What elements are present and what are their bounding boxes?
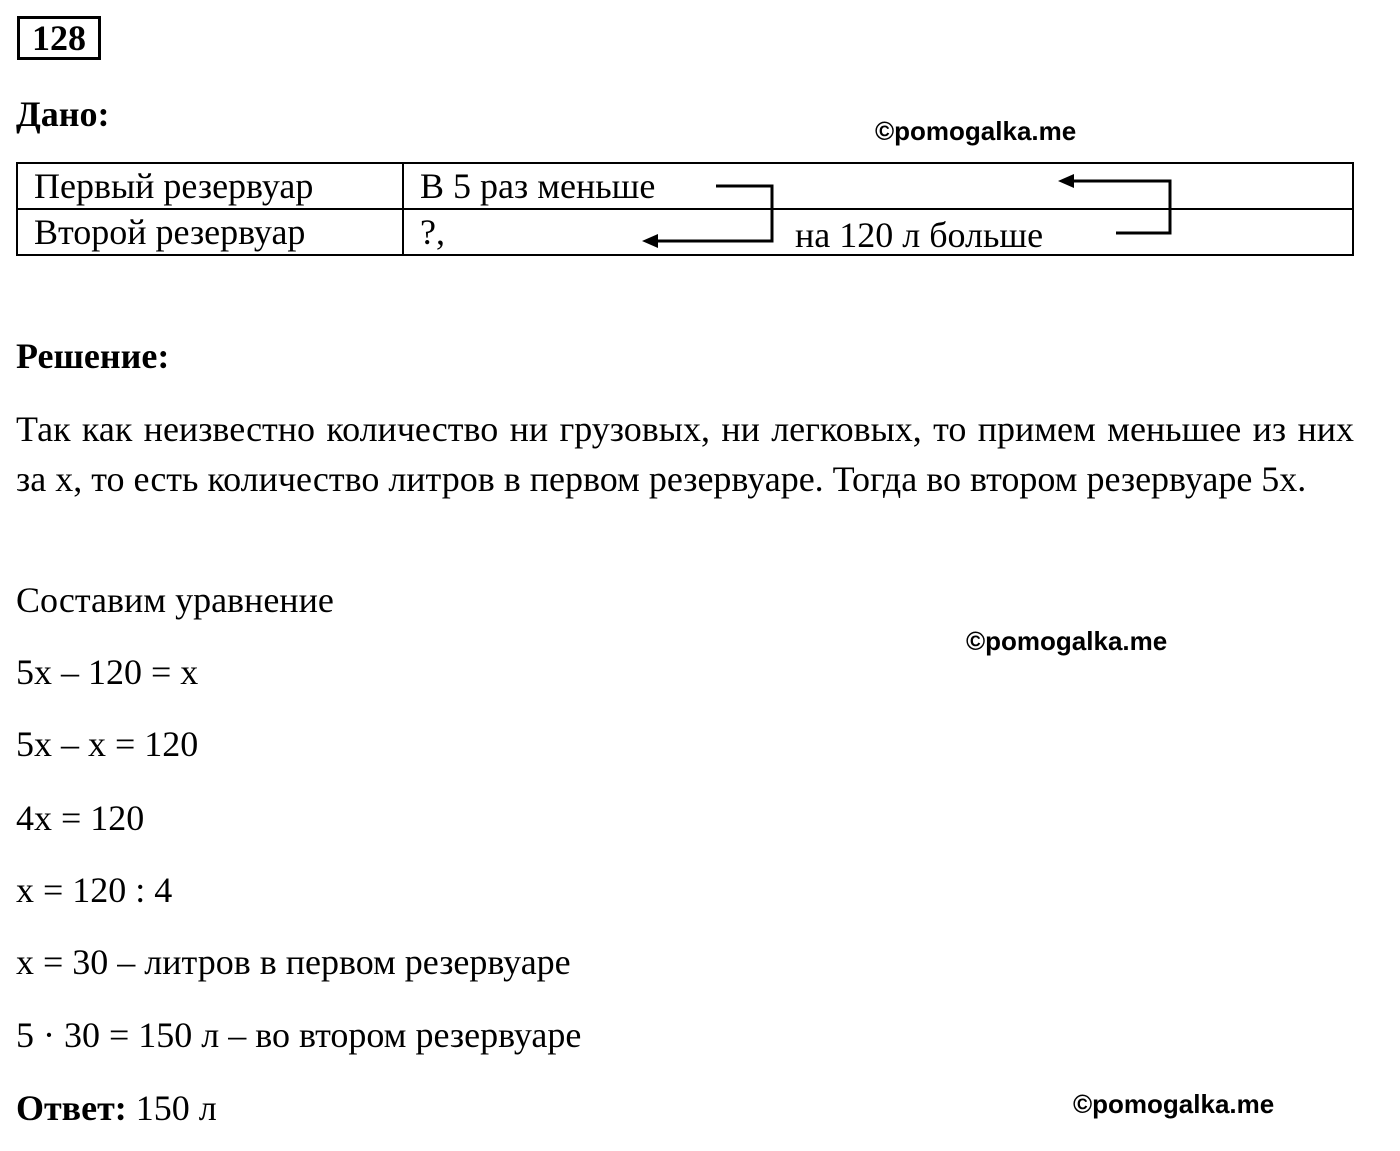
solution-paragraph: Так как неизвестно количество ни грузовых, ни легковых, то примем меньшее из них за х, то есть количество литров в первом резервуаре. Тогда во втором резервуаре 5х. — [16, 409, 1354, 499]
difference-note: на 120 л больше — [795, 215, 1044, 255]
equation-step-2: 5х – х = 120 — [16, 724, 199, 764]
row-label-second-tank: Второй резервуар — [17, 209, 403, 255]
answer-label: Ответ: — [16, 1088, 127, 1128]
row-value-first-tank: В 5 раз меньше — [403, 163, 1353, 209]
solution-heading: Решение: — [16, 336, 170, 376]
equation-step-6: 5 · 30 = 150 л – во втором резервуаре — [16, 1015, 582, 1055]
equation-step-4: х = 120 : 4 — [16, 870, 173, 910]
watermark-bottom: ©pomogalka.me — [1073, 1089, 1275, 1119]
equation-intro: Составим уравнение — [16, 580, 334, 620]
row-label-first-tank: Первый резервуар — [17, 163, 403, 209]
table-row — [17, 163, 1353, 209]
equation-step-3: 4х = 120 — [16, 798, 145, 838]
given-heading: Дано: — [16, 94, 110, 134]
given-table — [16, 162, 1354, 256]
equation-step-1: 5х – 120 = х — [16, 652, 199, 692]
problem-number: 128 — [17, 16, 101, 60]
answer-line — [16, 1086, 217, 1130]
table-row — [17, 209, 1353, 255]
equation-step-5: х = 30 – литров в первом резервуаре — [16, 942, 571, 982]
row-value-second-tank: ?, — [403, 209, 1353, 255]
watermark-top: ©pomogalka.me — [875, 116, 1077, 146]
watermark-middle: ©pomogalka.me — [966, 626, 1168, 656]
answer-value: 150 л — [135, 1088, 217, 1128]
